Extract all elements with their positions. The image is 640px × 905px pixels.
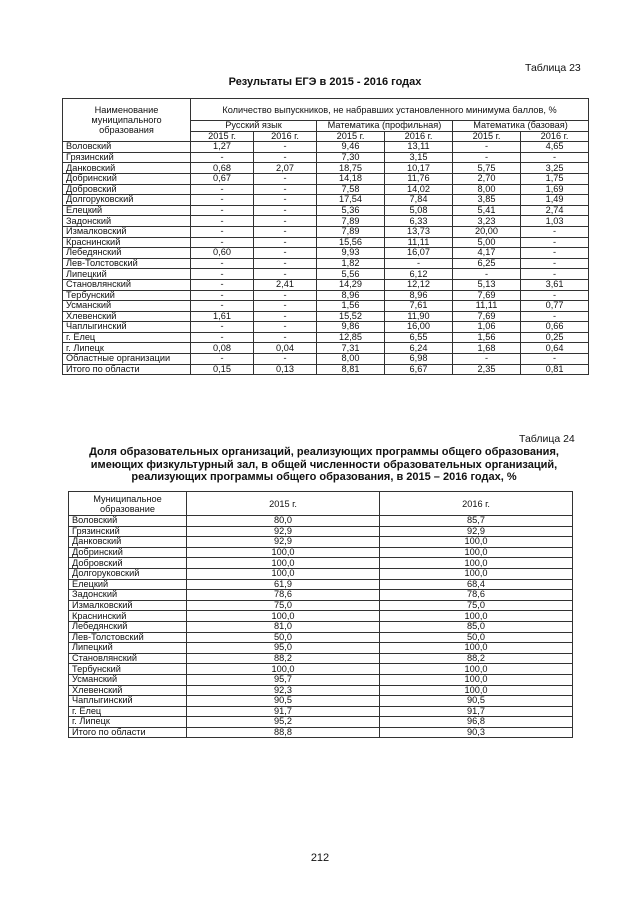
row-name-cell: Лебедянский: [69, 621, 187, 632]
value-cell: 95,2: [187, 717, 380, 728]
table-row: [69, 674, 573, 685]
value-cell: 50,0: [380, 632, 573, 643]
value-cell: -: [254, 142, 317, 153]
value-cell: 17,54: [317, 195, 385, 206]
value-cell: 5,00: [453, 237, 521, 248]
table-row: [69, 706, 573, 717]
row-name-cell: Становлянский: [63, 279, 191, 290]
value-cell: 80,0: [187, 516, 380, 527]
value-cell: 75,0: [187, 600, 380, 611]
value-cell: 8,96: [385, 290, 453, 301]
table24-title: Доля образовательных организаций, реализующих программы общего образования, имеющих физкультурный зал, в общей численности образовательных организаций, реализующих программы общего образования, в 2015 – 2016 годах, %: [89, 446, 559, 483]
value-cell: -: [254, 322, 317, 333]
value-cell: 100,0: [380, 568, 573, 579]
table23-subject-header: Русский язык: [191, 121, 317, 132]
row-name-cell: Хлевенский: [63, 311, 191, 322]
value-cell: -: [254, 216, 317, 227]
value-cell: 5,41: [453, 205, 521, 216]
value-cell: 88,2: [187, 653, 380, 664]
value-cell: 14,02: [385, 184, 453, 195]
value-cell: 100,0: [380, 611, 573, 622]
value-cell: 1,03: [521, 216, 589, 227]
value-cell: -: [254, 332, 317, 343]
row-name-cell: Лев-Толстовский: [63, 258, 191, 269]
value-cell: 0,08: [191, 343, 254, 354]
value-cell: 11,90: [385, 311, 453, 322]
table23-year-header: 2016 г.: [385, 131, 453, 142]
table-row: [63, 364, 589, 375]
row-name-cell: Усманский: [69, 674, 187, 685]
value-cell: 90,5: [380, 696, 573, 707]
value-cell: -: [254, 152, 317, 163]
value-cell: 5,75: [453, 163, 521, 174]
table-row: [63, 311, 589, 322]
row-name-cell: Краснинский: [63, 237, 191, 248]
value-cell: -: [521, 354, 589, 365]
value-cell: -: [453, 142, 521, 153]
value-cell: -: [254, 258, 317, 269]
value-cell: -: [191, 279, 254, 290]
row-name-cell: Чаплыгинский: [69, 696, 187, 707]
value-cell: 2,41: [254, 279, 317, 290]
value-cell: 92,9: [380, 526, 573, 537]
table-row: [69, 537, 573, 548]
value-cell: 13,73: [385, 226, 453, 237]
table-row: [63, 142, 589, 153]
value-cell: 100,0: [187, 547, 380, 558]
value-cell: 50,0: [187, 632, 380, 643]
table-row: [69, 685, 573, 696]
value-cell: 1,61: [191, 311, 254, 322]
value-cell: -: [521, 248, 589, 259]
row-name-cell: Измалковский: [69, 600, 187, 611]
value-cell: 16,07: [385, 248, 453, 259]
value-cell: 100,0: [380, 685, 573, 696]
value-cell: 100,0: [187, 558, 380, 569]
value-cell: -: [521, 290, 589, 301]
value-cell: 100,0: [380, 537, 573, 548]
table-row: [69, 621, 573, 632]
value-cell: -: [191, 301, 254, 312]
table-row: [63, 184, 589, 195]
value-cell: 10,17: [385, 163, 453, 174]
value-cell: 0,77: [521, 301, 589, 312]
table-row: [63, 258, 589, 269]
value-cell: 5,56: [317, 269, 385, 280]
value-cell: 8,00: [317, 354, 385, 365]
value-cell: -: [191, 226, 254, 237]
value-cell: 7,30: [317, 152, 385, 163]
row-name-cell: Грязинский: [63, 152, 191, 163]
value-cell: 7,89: [317, 216, 385, 227]
table-row: [63, 205, 589, 216]
row-name-cell: Областные организации: [63, 354, 191, 365]
value-cell: 8,81: [317, 364, 385, 375]
value-cell: 100,0: [187, 664, 380, 675]
row-name-cell: Добровский: [69, 558, 187, 569]
table-row: [63, 343, 589, 354]
value-cell: 3,85: [453, 195, 521, 206]
table23-header-name: Наименование муниципального образования: [63, 99, 191, 142]
value-cell: 90,3: [380, 727, 573, 738]
value-cell: -: [453, 152, 521, 163]
row-name-cell: Краснинский: [69, 611, 187, 622]
value-cell: -: [385, 258, 453, 269]
value-cell: 13,11: [385, 142, 453, 153]
value-cell: 11,11: [385, 237, 453, 248]
value-cell: 0,66: [521, 322, 589, 333]
table-row: [63, 354, 589, 365]
table24-label: Таблица 24: [519, 433, 575, 445]
value-cell: -: [254, 311, 317, 322]
value-cell: -: [191, 269, 254, 280]
value-cell: 2,07: [254, 163, 317, 174]
value-cell: 92,9: [187, 537, 380, 548]
row-name-cell: г. Елец: [63, 332, 191, 343]
table-row: [69, 717, 573, 728]
table-row: [69, 664, 573, 675]
row-name-cell: Итого по области: [69, 727, 187, 738]
value-cell: -: [254, 237, 317, 248]
value-cell: -: [191, 184, 254, 195]
value-cell: 0,68: [191, 163, 254, 174]
value-cell: -: [453, 354, 521, 365]
value-cell: 1,56: [317, 301, 385, 312]
value-cell: 100,0: [380, 643, 573, 654]
value-cell: 1,49: [521, 195, 589, 206]
row-name-cell: Добровский: [63, 184, 191, 195]
value-cell: -: [254, 269, 317, 280]
row-name-cell: Воловский: [69, 516, 187, 527]
row-name-cell: Данковский: [69, 537, 187, 548]
table-row: [69, 611, 573, 622]
value-cell: 2,70: [453, 173, 521, 184]
value-cell: 1,82: [317, 258, 385, 269]
value-cell: 91,7: [187, 706, 380, 717]
value-cell: 6,55: [385, 332, 453, 343]
table23-year-header: 2015 г.: [453, 131, 521, 142]
row-name-cell: Лебедянский: [63, 248, 191, 259]
row-name-cell: г. Липецк: [69, 717, 187, 728]
table-row: [63, 322, 589, 333]
table-row: [63, 301, 589, 312]
value-cell: -: [254, 290, 317, 301]
row-name-cell: Елецкий: [63, 205, 191, 216]
value-cell: 11,11: [453, 301, 521, 312]
row-name-cell: Липецкий: [63, 269, 191, 280]
value-cell: 0,67: [191, 173, 254, 184]
row-name-cell: Тербунский: [69, 664, 187, 675]
value-cell: 75,0: [380, 600, 573, 611]
value-cell: 6,67: [385, 364, 453, 375]
value-cell: 20,00: [453, 226, 521, 237]
table-row: [69, 579, 573, 590]
value-cell: 0,81: [521, 364, 589, 375]
row-name-cell: Липецкий: [69, 643, 187, 654]
table23-year-header: 2016 г.: [521, 131, 589, 142]
value-cell: -: [521, 269, 589, 280]
value-cell: 88,2: [380, 653, 573, 664]
value-cell: -: [254, 226, 317, 237]
value-cell: 7,89: [317, 226, 385, 237]
table-row: [63, 248, 589, 259]
value-cell: -: [191, 290, 254, 301]
value-cell: -: [254, 205, 317, 216]
value-cell: -: [521, 311, 589, 322]
value-cell: 11,76: [385, 173, 453, 184]
value-cell: -: [191, 322, 254, 333]
value-cell: -: [191, 332, 254, 343]
row-name-cell: Задонский: [63, 216, 191, 227]
value-cell: 81,0: [187, 621, 380, 632]
table-row: [63, 163, 589, 174]
value-cell: 95,7: [187, 674, 380, 685]
value-cell: -: [254, 301, 317, 312]
value-cell: 7,84: [385, 195, 453, 206]
value-cell: 85,7: [380, 516, 573, 527]
table-row: [69, 696, 573, 707]
value-cell: 96,8: [380, 717, 573, 728]
value-cell: 92,9: [187, 526, 380, 537]
value-cell: 8,96: [317, 290, 385, 301]
value-cell: -: [191, 354, 254, 365]
table-row: [69, 568, 573, 579]
value-cell: 16,00: [385, 322, 453, 333]
table23-title: Результаты ЕГЭ в 2015 - 2016 годах: [228, 76, 422, 88]
row-name-cell: Усманский: [63, 301, 191, 312]
value-cell: -: [254, 354, 317, 365]
value-cell: 100,0: [187, 568, 380, 579]
value-cell: 100,0: [187, 611, 380, 622]
value-cell: 18,75: [317, 163, 385, 174]
value-cell: 8,00: [453, 184, 521, 195]
table23-subject-header: Математика (базовая): [453, 121, 589, 132]
value-cell: 6,12: [385, 269, 453, 280]
value-cell: 68,4: [380, 579, 573, 590]
table-row: [69, 727, 573, 738]
value-cell: 4,65: [521, 142, 589, 153]
value-cell: -: [254, 195, 317, 206]
table-row: [63, 290, 589, 301]
value-cell: 2,74: [521, 205, 589, 216]
table24-header-name: Муниципальное образование: [69, 492, 187, 516]
value-cell: 100,0: [380, 674, 573, 685]
value-cell: 88,8: [187, 727, 380, 738]
value-cell: 12,85: [317, 332, 385, 343]
value-cell: 91,7: [380, 706, 573, 717]
row-name-cell: Добринский: [63, 173, 191, 184]
table23-header-group: Количество выпускников, не набравших установленного минимума баллов, %: [191, 99, 589, 121]
table24-year-header: 2015 г.: [187, 492, 380, 516]
value-cell: -: [521, 258, 589, 269]
table-row: [69, 643, 573, 654]
value-cell: 1,27: [191, 142, 254, 153]
value-cell: -: [453, 269, 521, 280]
value-cell: -: [191, 152, 254, 163]
value-cell: 1,56: [453, 332, 521, 343]
value-cell: 6,33: [385, 216, 453, 227]
table-row: [63, 332, 589, 343]
value-cell: -: [191, 205, 254, 216]
value-cell: 7,31: [317, 343, 385, 354]
page-number: 212: [310, 852, 330, 864]
value-cell: 2,35: [453, 364, 521, 375]
table24-year-header: 2016 г.: [380, 492, 573, 516]
table24: [68, 491, 573, 738]
value-cell: 6,98: [385, 354, 453, 365]
row-name-cell: Долгоруковский: [69, 568, 187, 579]
value-cell: 100,0: [380, 547, 573, 558]
value-cell: 9,93: [317, 248, 385, 259]
value-cell: 5,08: [385, 205, 453, 216]
table23-year-header: 2016 г.: [254, 131, 317, 142]
value-cell: 14,29: [317, 279, 385, 290]
value-cell: 1,69: [521, 184, 589, 195]
value-cell: -: [191, 237, 254, 248]
value-cell: -: [254, 248, 317, 259]
value-cell: 3,15: [385, 152, 453, 163]
value-cell: 0,64: [521, 343, 589, 354]
row-name-cell: Тербунский: [63, 290, 191, 301]
row-name-cell: Итого по области: [63, 364, 191, 375]
row-name-cell: Добринский: [69, 547, 187, 558]
value-cell: 1,68: [453, 343, 521, 354]
value-cell: -: [521, 237, 589, 248]
row-name-cell: Грязинский: [69, 526, 187, 537]
value-cell: 61,9: [187, 579, 380, 590]
value-cell: 7,69: [453, 290, 521, 301]
table-row: [63, 216, 589, 227]
table-row: [69, 516, 573, 527]
row-name-cell: г. Липецк: [63, 343, 191, 354]
value-cell: -: [254, 184, 317, 195]
row-name-cell: Данковский: [63, 163, 191, 174]
value-cell: 7,69: [453, 311, 521, 322]
table-row: [63, 195, 589, 206]
value-cell: -: [521, 226, 589, 237]
value-cell: -: [191, 216, 254, 227]
value-cell: 5,13: [453, 279, 521, 290]
value-cell: 0,04: [254, 343, 317, 354]
table-row: [63, 269, 589, 280]
row-name-cell: г. Елец: [69, 706, 187, 717]
value-cell: 0,25: [521, 332, 589, 343]
table-row: [69, 526, 573, 537]
row-name-cell: Задонский: [69, 590, 187, 601]
table-row: [63, 279, 589, 290]
value-cell: 0,15: [191, 364, 254, 375]
value-cell: 1,06: [453, 322, 521, 333]
value-cell: 4,17: [453, 248, 521, 259]
value-cell: 95,0: [187, 643, 380, 654]
value-cell: -: [254, 173, 317, 184]
table-row: [63, 173, 589, 184]
row-name-cell: Хлевенский: [69, 685, 187, 696]
row-name-cell: Чаплыгинский: [63, 322, 191, 333]
value-cell: 78,6: [380, 590, 573, 601]
value-cell: 12,12: [385, 279, 453, 290]
value-cell: 90,5: [187, 696, 380, 707]
row-name-cell: Измалковский: [63, 226, 191, 237]
row-name-cell: Становлянский: [69, 653, 187, 664]
table23-label: Таблица 23: [525, 62, 581, 74]
value-cell: 85,0: [380, 621, 573, 632]
value-cell: 100,0: [380, 558, 573, 569]
value-cell: 15,52: [317, 311, 385, 322]
row-name-cell: Долгоруковский: [63, 195, 191, 206]
value-cell: 78,6: [187, 590, 380, 601]
table-row: [69, 590, 573, 601]
value-cell: 7,61: [385, 301, 453, 312]
table-row: [69, 632, 573, 643]
value-cell: 7,58: [317, 184, 385, 195]
table23: [62, 98, 589, 375]
table23-subject-header: Математика (профильная): [317, 121, 453, 132]
table-row: [63, 226, 589, 237]
value-cell: 3,23: [453, 216, 521, 227]
table-row: [69, 600, 573, 611]
table23-year-header: 2015 г.: [191, 131, 254, 142]
value-cell: 5,36: [317, 205, 385, 216]
value-cell: 15,56: [317, 237, 385, 248]
value-cell: -: [191, 195, 254, 206]
value-cell: 6,24: [385, 343, 453, 354]
value-cell: -: [521, 152, 589, 163]
row-name-cell: Елецкий: [69, 579, 187, 590]
value-cell: 1,75: [521, 173, 589, 184]
value-cell: 3,25: [521, 163, 589, 174]
value-cell: 92,3: [187, 685, 380, 696]
row-name-cell: Лев-Толстовский: [69, 632, 187, 643]
table-row: [69, 653, 573, 664]
table-row: [69, 558, 573, 569]
value-cell: -: [191, 258, 254, 269]
table23-year-header: 2015 г.: [317, 131, 385, 142]
table-row: [63, 152, 589, 163]
value-cell: 100,0: [380, 664, 573, 675]
value-cell: 9,46: [317, 142, 385, 153]
value-cell: 9,86: [317, 322, 385, 333]
value-cell: 0,13: [254, 364, 317, 375]
table-row: [63, 237, 589, 248]
row-name-cell: Воловский: [63, 142, 191, 153]
value-cell: 0,60: [191, 248, 254, 259]
table-row: [69, 547, 573, 558]
value-cell: 3,61: [521, 279, 589, 290]
value-cell: 14,18: [317, 173, 385, 184]
value-cell: 6,25: [453, 258, 521, 269]
